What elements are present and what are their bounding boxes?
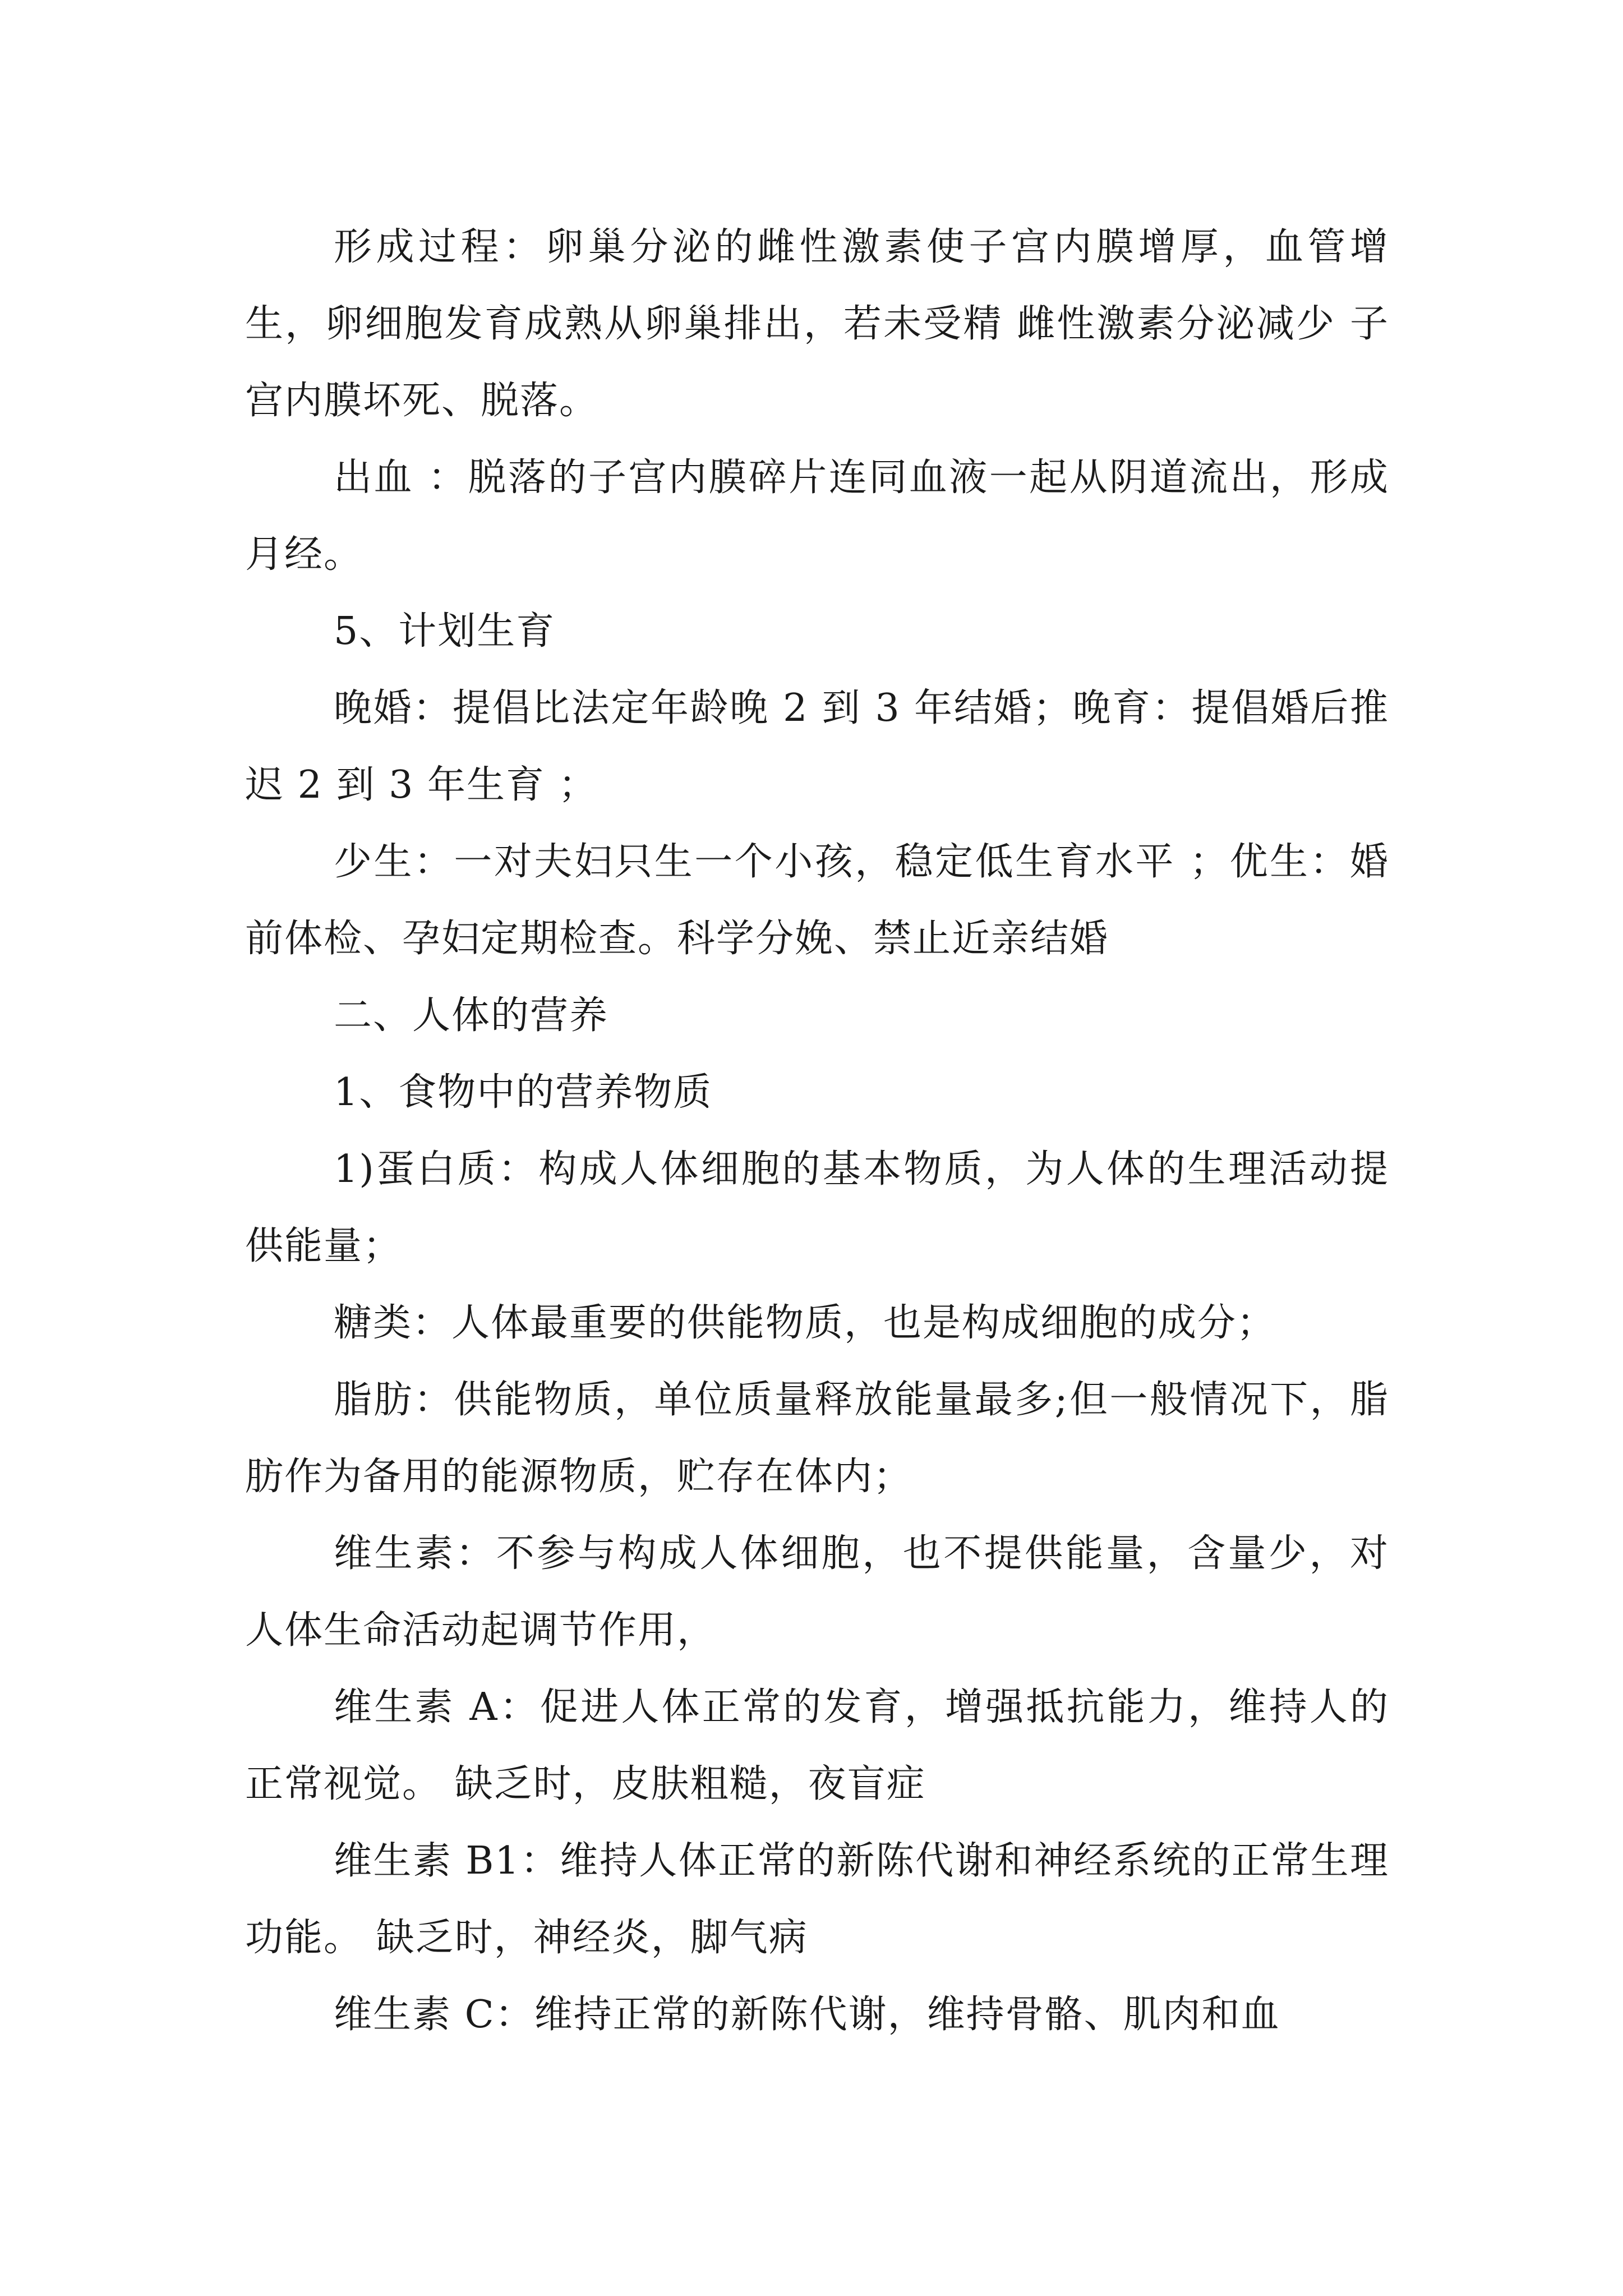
paragraph-vitamin-b1: 维生素 B1：维持人体正常的新陈代谢和神经系统的正常生理功能。 缺乏时，神经炎，脚气病 — [245, 1839, 1389, 1960]
heading-family-planning: 5、计划生育 — [334, 609, 556, 654]
document-body — [245, 209, 1389, 2053]
paragraph-vitamins: 维生素：不参与构成人体细胞，也不提供能量，含量少，对人体生命活动起调节作用， — [245, 1531, 1389, 1653]
paragraph-vitamin-a: 维生素 A：促进人体正常的发育，增强抵抗能力，维持人的正常视觉。 缺乏时，皮肤粗糙，夜盲症 — [245, 1685, 1389, 1806]
heading-human-nutrition: 二、人体的营养 — [334, 993, 609, 1038]
paragraph-fat: 脂肪：供能物质，单位质量释放能量最多;但一般情况下，脂肪作为备用的能源物质，贮存在体内； — [245, 1378, 1389, 1499]
paragraph-carbohydrates: 糖类：人体最重要的供能物质，也是构成细胞的成分； — [334, 1301, 1276, 1345]
paragraph-fewer-births: 少生：一对夫妇只生一个小孩，稳定低生育水平 ；优生：婚前体检、孕妇定期检查。科学分娩、禁止近亲结婚 — [245, 840, 1389, 961]
paragraph-bleeding: 出血 ：脱落的子宫内膜碎片连同血液一起从阴道流出，形成月经。 — [245, 455, 1389, 577]
paragraph-protein: 1)蛋白质：构成人体细胞的基本物质，为人体的生理活动提供能量； — [245, 1147, 1389, 1268]
heading-nutrients-in-food: 1、食物中的营养物质 — [334, 1070, 713, 1115]
paragraph-formation-process: 形成过程：卵巢分泌的雌性激素使子宫内膜增厚，血管增生，卵细胞发育成熟从卵巢排出，若未受精 雌性激素分泌减少 子宫内膜坏死、脱落。 — [245, 225, 1389, 423]
paragraph-vitamin-c: 维生素 C：维持正常的新陈代谢，维持骨骼、肌肉和血 — [334, 1993, 1280, 2037]
paragraph-late-marriage: 晚婚：提倡比法定年龄晚 2 到 3 年结婚；晚育：提倡婚后推迟 2 到 3 年生育 ； — [245, 686, 1389, 807]
